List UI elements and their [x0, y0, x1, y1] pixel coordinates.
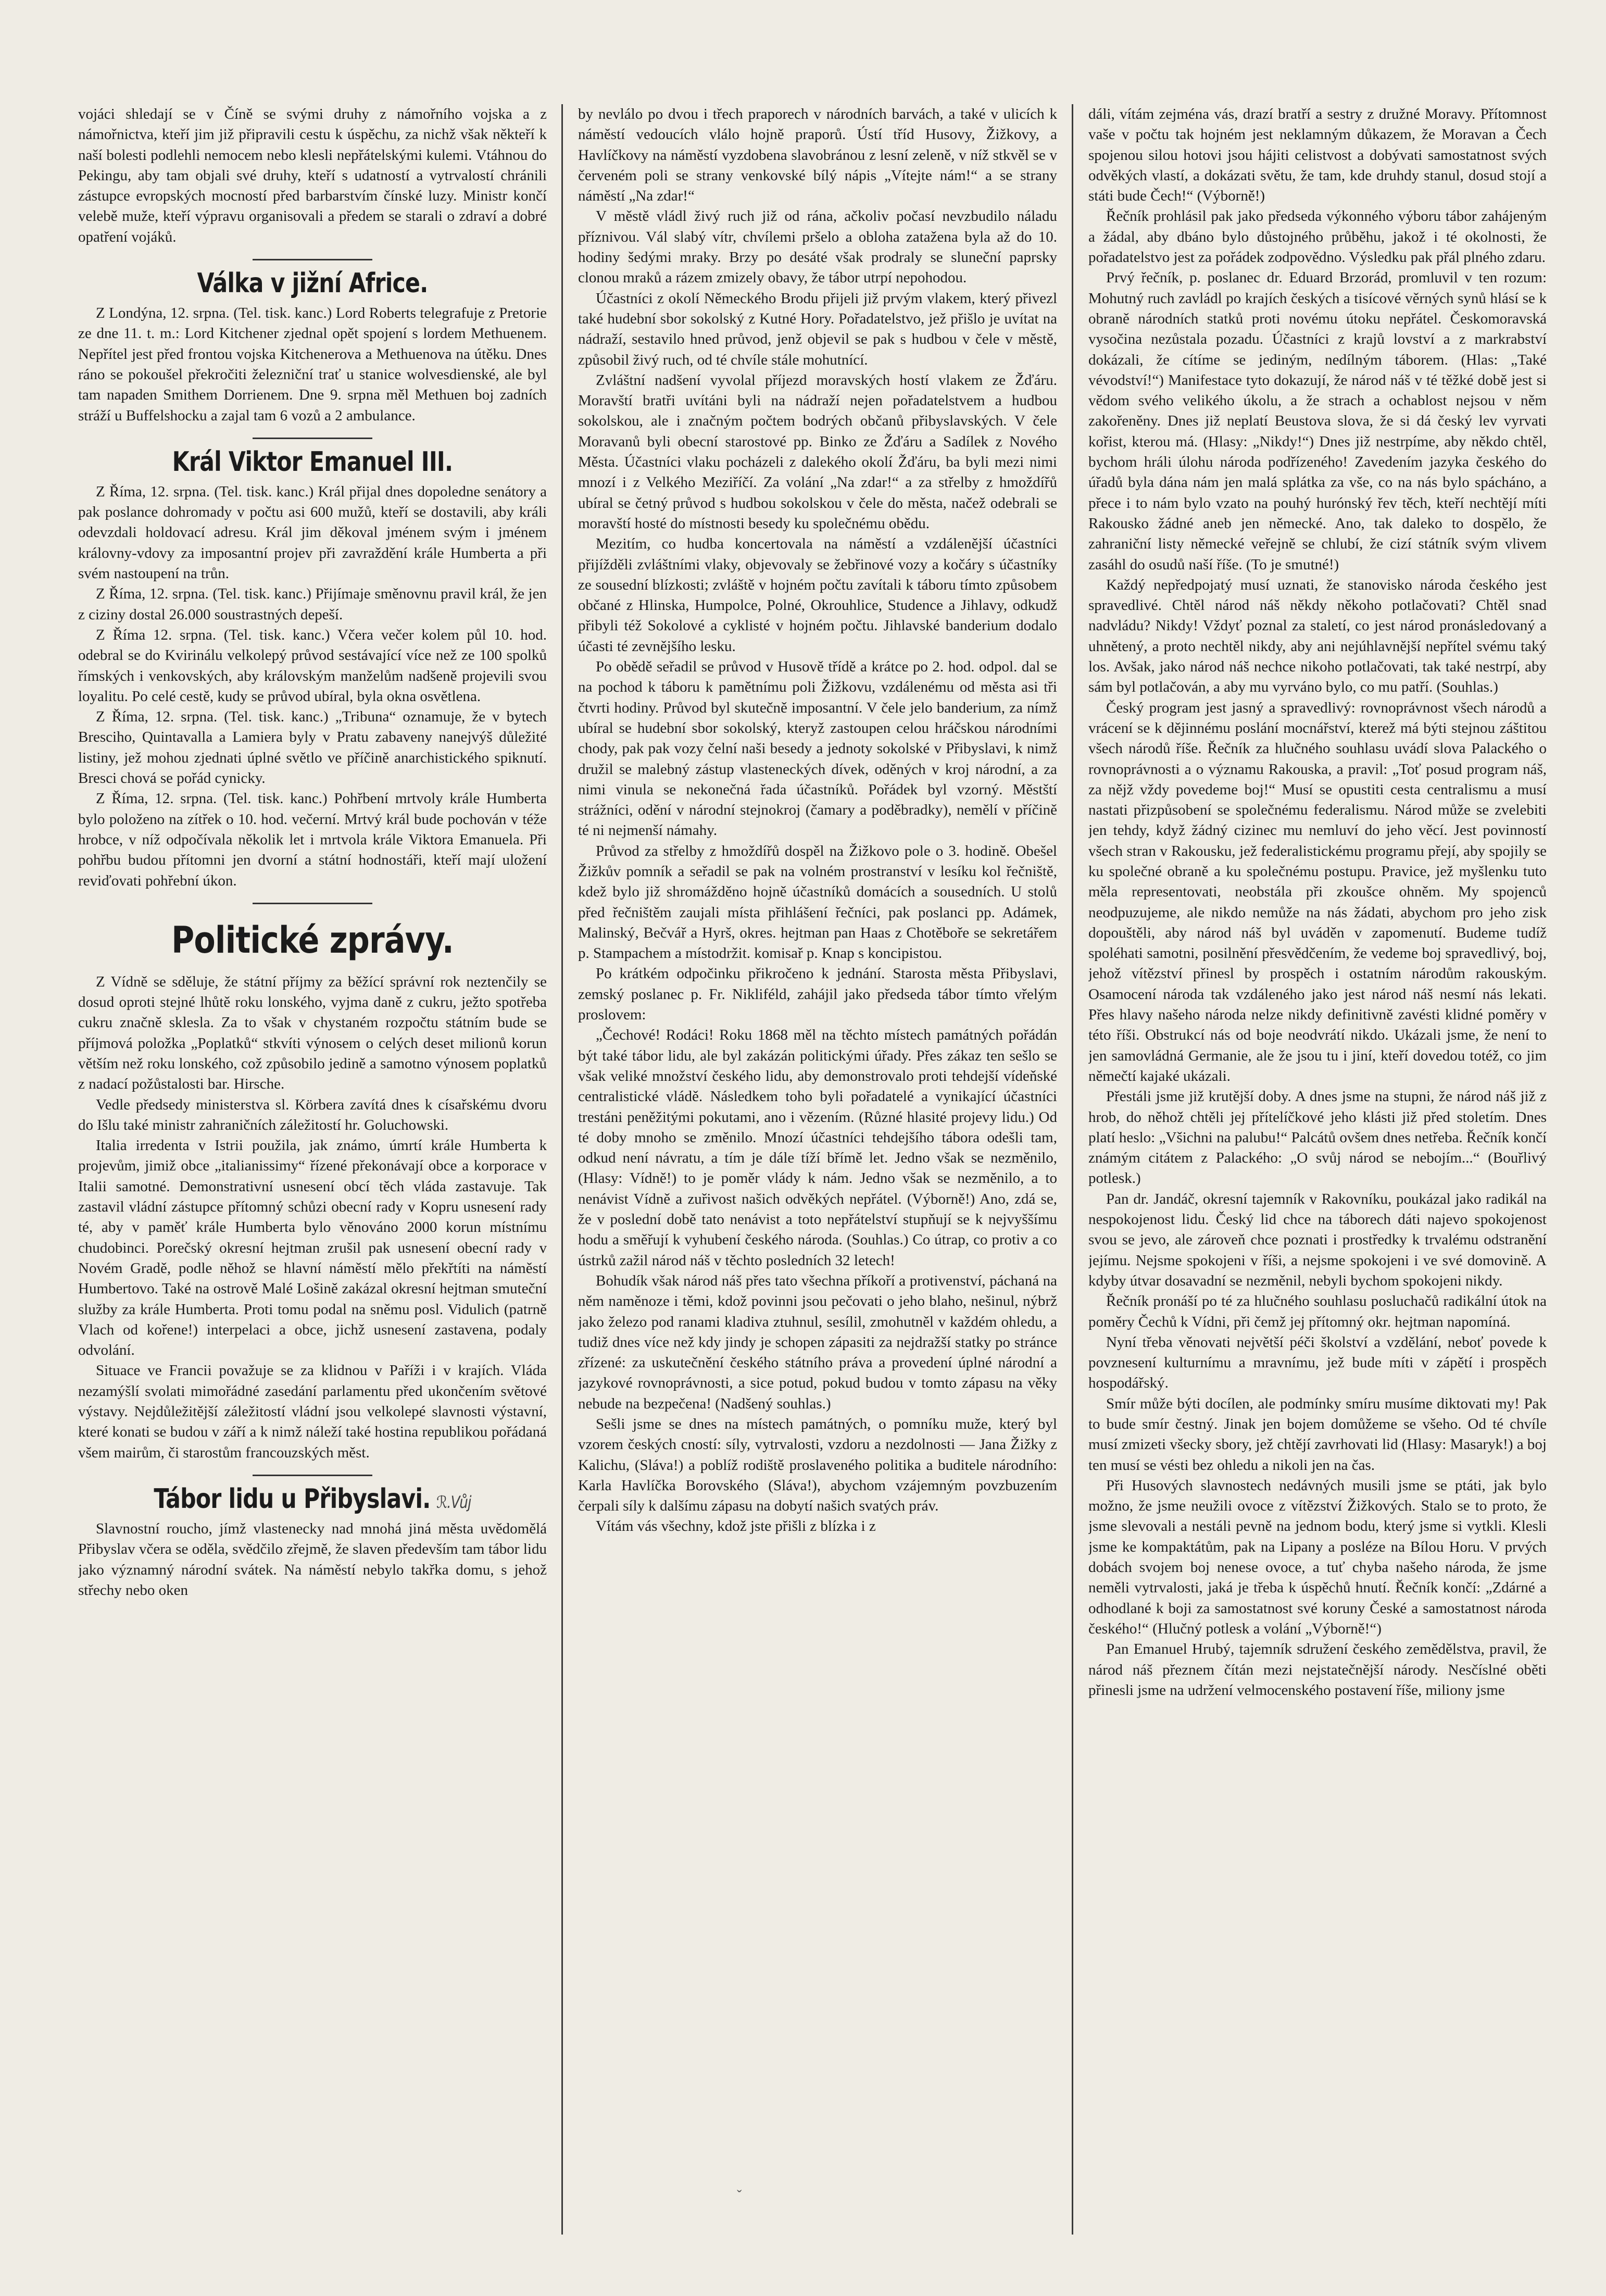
paragraph: Z Londýna, 12. srpna. (Tel. tisk. kanc.) Lord Roberts telegrafuje z Pretorie ze dne 11. t. m.: Lord Kitchener zjednal opět spojení s lordem Methuenem. Nepřítel jest před frontou vojska Kitchenerova a Methuenova na útěku. Dnes ráno se pokoušel překročiti železniční trať u stanice wolvesdienské, ale byl tam napaden Smithem Dorrienem. Dne 9. srpna měl Methuen boj zadních stráží u Buffelshocku a zajal tam 6 vozů a 2 ambulance. — [78, 305, 547, 424]
column-right — [1088, 104, 1547, 2235]
paragraph: V městě vládl živý ruch již od rána, ačkoliv počasí nevzbudilo náladu příznivou. Vál slabý vítr, chvílemi pršelo a obloha zatažena byla až do 10. hodiny šedými mraky. Brzy po desáté však prodraly se sluneční paprsky clonou mraků a rázem zmizely obavy, že tábor utrpí nepohodou. — [578, 208, 1057, 286]
paragraph: Prvý řečník, p. poslanec dr. Eduard Brzorád, promluvil v ten rozum: Mohutný ruch zavládl po krajích českých a tisícové věrných synů hlásí se k obraně národních statků proti novému útoku nepřátel. Českomoravská vysočina nezůstala pozadu. Účastníci z krajů lovství a z markrabství dokázali, že cítíme se jediným, nedílným táborem. (Hlas: „Také vévodství!“) Manifestace tyto dokazují, že národ náš v té těžké době jest si vědom svého velikého úkolu, a že strach a ochablost nejsou v něm zakořeněny. Dnes již neplatí Beustova slova, že si dá český lev vyrvati kořist, kterou má. (Hlasy: „Nikdy!“) Dnes již nestrpíme, aby někdo chtěl, bychom hráli úlohu národa podřízeného! Zavedením jazyka českého do úřadů byla dána nám jen malá splátka za vše, co na nás bylo spácháno, a přece i to nám bylo vzato na pouhý hurónský řev těch, kteří nechtějí míti Rakousko žádné aneb jen německé. Ano, tak daleko to dospělo, že zahraniční listy německé veřejně se chlubí, že cizí státník svým vlivem zasáhl do osudů naší říše. (To je smutné!) — [1088, 269, 1547, 573]
paragraph: Český program jest jasný a spravedlivý: rovnoprávnost všech národů a vrácení se k dějinnému poslání mocnářství, kterež má býti stejnou záštitou všech národů říše. Řečník za hlučného souhlasu uvádí slova Palackého o rovnoprávnosti a o významu Rakouska, a pravil: „Toť posud program náš, za nějž vždy povedeme boj!“ Musí se opustiti cesta centralismu a musí nastati přizpůsobení se společnému federalismu. Národ může se zvelebiti jen tehdy, když žádný cizinec mu nemluví do jeho věcí. Jest povinností všech stran v Rakousku, jež federalistickému programu přejí, aby spojily se ku společné obraně a ku společnému postupu. Pravice, jež myšlenku tuto měla representovati, neobstála při zkoušce ohněm. My spojenců neodpuzujeme, ale nikdo nemůže na nás žádati, abychom pro jeho zisk dopouštěli, aby národ náš byl uváděn v zapomenutí. Budeme tudíž spoléhati samotni, posilnění přesvědčením, že vedeme boj spravedlivý, boj, jehož vítězství přinesl by prospěch i ostatním národům rakouským. Osamocení národa tak vzdáleného jako jest národ náš nesmí nás lekati. Přes hlavy našeho národa nelze nikdy definitivně zavésti klidné poměry v této říši. Obstrukcí nás od boje neodvrátí nikdo. Ukázali jsme, že není to jen samovládná Germanie, ale že jsou tu i jiní, kteří dovedou totéž, co jim němečtí kajaké ukázali. — [1088, 699, 1547, 1084]
paragraph: Po krátkém odpočinku přikročeno k jednání. Starosta města Přibyslavi, zemský poslanec p. Fr. Nikliféld, zahájil jako předseda tábor tímto vřelým proslovem: — [578, 965, 1057, 1024]
paragraph: Z Říma, 12. srpna. (Tel. tisk. kanc.) „Tribuna“ oznamuje, že v bytech Bresciho, Quintavalla a Lamiera byly v Pratu zabaveny nanejvýš důležité listiny, jež mohou zjednati úplné světlo ve příčině anarchistického spiknutí. Bresci chová se pořád cynicky. — [78, 708, 547, 787]
paragraph: Italia irredenta v Istrii použila, jak známo, úmrtí krále Humberta k projevům, jimiž obce „italianissimy“ řízené překonávají obce a korporace v Italii samotné. Demonstrativní usnesení obcí těch vláda zastavuje. Tak zastavil vládní zástupce přítomný schůzi obecní rady v Kopru usnesení rady té, aby v paměť krále Humberta bylo věnováno 2000 korun místnímu chudobinci. Porečský okresní hejtman zrušil pak usnesení obecní rady v Novém Gradě, podle něhož se hlavní náměstí mělo překřtíti na náměstí Humbertovo. Také na ostrově Malé Lošině zakázal okresní hejtman smuteční služby za krále Humberta. Proti tomu podal na sněmu posl. Vidulich (patrně Vlach od kořene!) interpelaci a obce, jichž usnesení zastavena, podaly odvolání. — [78, 1137, 547, 1359]
section-heading-king-victor-emanuel: Král Viktor Emanuel III. — [172, 446, 453, 478]
paragraph: Z Říma, 12. srpna. (Tel. tisk. kanc.) Přijímaje směnovnu pravil král, že jen z ciziny dostal 26.000 soustrastných depeší. — [78, 585, 547, 623]
paragraph: dáli, vítám zejména vás, drazí bratří a sestry z družné Moravy. Přítomnost vaše v počtu tak hojném jest neklamným důkazem, že Moravan a Čech spojenou silou hotovi jsou hájiti celistvost a dobývati samostatnost svých odvěkých vlastí, a dokázati světu, že tam, kde druhdy stanul, dosud stojí a státi bude Čech!“ (Výborně!) — [1088, 106, 1547, 205]
paragraph: Z Říma, 12. srpna. (Tel. tisk. kanc.) Král přijal dnes dopoledne senátory a pak poslance dohromady v počtu asi 600 mužů, kteří se dostavili, aby králi odevzdali holdovací adresu. Král jim děkoval jménem svým i jménem královny-vdovy za imposantní projev při zavraždění krále Humberta a při svém nastoupení na trůn. — [78, 483, 547, 582]
section-heading-political-news: Politické zprávy. — [171, 918, 454, 962]
paragraph: Smír může býti docílen, ale podmínky smíru musíme diktovati my! Pak to bude smír čestný. Jinak jen bojem domůžeme se všeho. Od té chvíle musí zmizeti všecky sbory, jež chtějí zavrhovati lid (Hlasy: Masaryk!) a boj ten musí se vésti bez ohledu a nikoli jen na čas. — [1088, 1395, 1547, 1474]
newspaper-page — [78, 89, 1547, 2245]
paragraph: Po obědě seřadil se průvod v Husově třídě a krátce po 2. hod. odpol. dal se na pochod k táboru k pamětnímu poli Žižkovu, vzdálenému od města asi tři čtvrti hodiny. Průvod byl skutečně imposantní. V čele jelo banderium, za nímž ubíral se hudební sbor sokolský, kteryž zastoupen celou hráčskou národními chody, pak pak vozy čelní naši besedy a jednoty sokolské v Přibyslavi, k nimž družil se malebný zástup vlasteneckých dívek, oděných v kroj národní, a za nimi vinula se nekonečná řada účastníků. Pořádek byl vzorný. Městští strážníci, odění v národní stejnokroj (čamary a poděbradky), nemělí v příčině té ni nejmenší námahy. — [578, 658, 1057, 839]
paragraph: Pan dr. Jandáč, okresní tajemník v Rakovníku, poukázal jako radikál na nespokojenost lidu. Český lid chce na táborech dáti najevo spokojenost svou se jevo, ale zároveň chce poznati i prostředky k trvalému odstranění jejímu. Nejsme spokojeni v říši, a nejsme spokojeni i ve své domovině. A kdyby útvar dosavadní se nezměnil, nebyli bychom spokojeni nikdy. — [1088, 1190, 1547, 1289]
column-rule — [1072, 104, 1073, 2235]
paragraph: Přestáli jsme již krutější doby. A dnes jsme na stupni, že národ náš již z hrob, do něhož chtěli jej přítelíčkové jeho klásti již před stoletím. Dnes platí heslo: „Všichni na palubu!“ Palcátů ovšem dnes netřeba. Řečník končí známým citátem z Palackého: „O svůj národ se nebojím...“ (Bouřlivý potlesk.) — [1088, 1088, 1547, 1187]
paragraph: Situace ve Francii považuje se za klidnou v Paříži i v krajích. Vláda nezamýšlí svolati mimořádné zasedání parlamentu před ukončením světové výstavy. Nejdůležitější záležitostí vládní jsou velkolepé slavnosti výstavní, které konati se budou v září a k nimž náleží také hostina republikou pořádaná všem mairům, či starostům francouzských měst. — [78, 1362, 547, 1461]
paragraph: Bohudík však národ náš přes tato všechna příkoří a protivenství, páchaná na něm naměnoze i těmi, kdož povinni jsou pečovati o jeho blaho, nešinul, nýbrž jako železo pod ranami kladiva ztuhnul, sesílil, zmohutněl v každém ohledu, a tudiž dnes více než kdy jindy je schopen zápasiti za nejdražší statky po stránce zřízené: za uskutečnění českého státního práva a provedení úplné národní a jazykové rovnoprávnosti, a sice potud, pokud budou v tomto zápasu na věky nebude na bezpečena! (Nadšený souhlas.) — [578, 1272, 1057, 1412]
paragraph: „Čechové! Rodáci! Roku 1868 měl na těchto místech památných pořádán být také tábor lidu, ale byl zakázán politickými úřady. Přes zákaz ten sešlo se však veliké množství českého lidu, aby demonstrovalo proti tehdejší vídeňské centralistické vládě. Následkem toho byli pořadatelé a vynikající účastníci trestáni peněžitými pokutami, ano i vězením. (Různé hlasité projevy lidu.) Od té doby mnoho se změnilo. Mnozí účastníci tehdejšího tábora odešli tam, odkud není návratu, a tím je dále tíží břímě let. Jedno však se nezměnilo, (Hlasy: Vídně!) to je poměr vlády k nám. Jedno však se nezměnilo, a to nenávist Vídně a zuřivost našich odvěkých nepřátel. (Výborně!) Ano, zdá se, že v poslední době tato nenávist a toto nepřátelství stupňují se k nejvyššímu hodu a směřují k vyhubení českého národa. (Souhlas.) Co útrap, co protiv a co ústrků zažil národ náš v těchto posledních 32 letech! — [578, 1027, 1057, 1269]
paragraph: Z Říma, 12. srpna. (Tel. tisk. kanc.) Pohřbení mrtvoly krále Humberta bylo položeno na zítřek o 10. hod. večerní. Mrtvý král bude pochován v téže hrobce, v níž odpočívala několik let i mrtvola krále Viktora Emanuela. Při pohřbu budou přítomni jen dvorní a státní hodnostáři, kteří mají uložení reviďovati pohřební úkon. — [78, 790, 547, 889]
paragraph: Řečník pronáší po té za hlučného souhlasu posluchačů radikální útok na poměry Čechů k Vídni, při čemž jej přítomný okr. hejtman napomíná. — [1088, 1293, 1547, 1330]
section-heading-tabor-pribyslav — [120, 1483, 505, 1515]
paragraph: Průvod za střelby z hmoždířů dospěl na Žižkovo pole o 3. hodině. Obešel Žižkův pomník a seřadil se pak na volném prostranství v lesíku kol řečniště, kdež bylo již shromážděno hojně účastníků domácích a sousedních. U stolů před řečništěm zaujali místa přihlášení řečníci, pak poslanci pp. Adámek, Malinský, Bečvář a Hyrš, okres. hejtman pan Haas z Chotěboře se sekretářem p. Stampachem a místodržit. komisař p. Knap s koncipistou. — [578, 842, 1057, 962]
paragraph: Zvláštní nadšení vyvolal příjezd moravských hostí vlakem ze Žďáru. Moravští bratři uvítáni byli na nádraží nejen pořadatelstvem a hudbou sokolskou, ale i značným počtem bodrých občanů přibyslavských. V čele Moravanů byli obecní starostové pp. Binko ze Žďáru a Sadílek z Nového Města. Účastníci vlaku pocházeli z dalekého okolí Žďáru, ba byli mezi nimi mnozí i z Velkého Meziříčí. Za volání „Na zdar!“ a za střelby z hmoždířů ubíral se četný průvod s hudbou sokolskou v čele do města, načež odebrali se moravští hosté do místnosti besedy ku společnému obědu. — [578, 371, 1057, 532]
print-mark: ˇ — [737, 2188, 742, 2204]
paragraph: Vítám vás všechny, kdož jste přišli z blízka i z — [596, 1518, 876, 1535]
section-heading-war-south-africa: Válka v jižní Africe. — [197, 268, 428, 300]
paragraph: Sešli jsme se dnes na místech památných, o pomníku muže, který byl vzorem českých cností: síly, vytrvalosti, vzdoru a nezdolnosti — Jana Žižky z Kalichu, (Sláva!) a poblíž rodiště proslaveného politika a buditele národního: Karla Havlíčka Borovského (Sláva!), abychom vzájemným povzbuzením čerpali síly k dalšímu zápasu na dobytí našich svatých práv. — [578, 1416, 1057, 1515]
paragraph: Z Říma 12. srpna. (Tel. tisk. kanc.) Včera večer kolem půl 10. hod. odebral se do Kvirinálu velkolepý průvod sestávající více než ze 100 spolků římských i venkovských, aby královským manželům nadšeně projevili svou loyalitu. Po celé cestě, kudy se průvod ubíral, byla okna osvětlena. — [78, 626, 547, 705]
column-left — [78, 104, 547, 2235]
section-divider — [253, 438, 372, 439]
paragraph: Vedle předsedy ministerstva sl. Körbera zavítá dnes k císařskému dvoru do Išlu také ministr zahraničních záležitostí hr. Goluchowski. — [78, 1096, 547, 1133]
paragraph: Nyní třeba věnovati největší péči školství a vzdělání, neboť povede k povznesení kulturnímu a mravnímu, jež bude míti v zápětí i prospěch hospodářský. — [1088, 1333, 1547, 1392]
section-divider — [253, 259, 372, 260]
paragraph: Mezitím, co hudba koncertovala na náměstí a vzdálenější účastníci přijížděli zvláštními vlaky, objevovaly se žebřinové vozy a kočáry s účastníky ze sousední blízkosti; zvláště v hojném počtu zavítali k táboru tímto způsobem občané z Hlinska, Humpolce, Polné, Okrouhlice, Studence a Jihlavy, odkudž přibyli též Sokolové a cyklisté v hojném počtu. Jihlavské banderium dodalo účasti té zevnějšího lesku. — [578, 535, 1057, 655]
handwritten-annotation: ℛ.Vůj — [436, 1492, 471, 1512]
section-divider — [253, 1475, 372, 1476]
paragraph: Každý nepředpojatý musí uznati, že stanovisko národa českého jest spravedlivé. Chtěl národ náš někdy někoho potlačovati? Chtěl snad nadvládu? Nikdy! Vždyť poznal za staletí, co jest národ pronásledovaný a uhnětený, a proto nechtěl nikdy, aby ani nejúhlavnější nepřítel svému taký los. Avšak, jako národ náš nechce nikoho potlačovati, tak také nestrpí, aby sám byl potlačován, a aby mu vyrváno bylo, co mu patří. (Souhlas.) — [1088, 576, 1547, 696]
paragraph: Řečník prohlásil pak jako předseda výkonného výboru tábor zahájeným a žádal, aby dbáno bylo důstojného průběhu, jakož i té okolnosti, že pořadatelstvo jest za pořádek zodpovědno. Výsledku pak přál plného zdaru. — [1088, 208, 1547, 266]
paragraph: Účastníci z okolí Německého Brodu přijeli již prvým vlakem, který přivezl také hudební sbor sokolský z Kutné Hory. Pořadatelstvo, jež přišlo je uvítat na nádraží, sestavilo hned průvod, jenž objevil se pak s hudbou v čele v městě, způsobil živý ruch, od té chvíle stále mohutnící. — [578, 290, 1057, 368]
paragraph: by nevlálo po dvou i třech praporech v národních barvách, a také v ulicích k náměstí vedoucích vlálo hojně praporů. Ústí tříd Husovy, Žižkovy, a Havlíčkovy na náměstí vyzdobena slavobránou z lesní zeleně, v níž stkvěl se v červeném poli se strany venkovské bílý nápis „Vítejte nám!“ a se strany náměstí „Na zdar!“ — [578, 106, 1057, 205]
heading-text: Tábor lidu u Přibyslavi. — [154, 1483, 431, 1515]
paragraph: Z Vídně se sděluje, že státní příjmy za běžící správní rok neztenčily se dosud oproti stejné lhůtě roku lonského, vyjma daně z cukru, ježto spotřeba cukru značně sklesla. Za to však v chystaném rozpočtu státním bude se příjmová položka „Poplatků“ stkvíti výnosem o celých deset milionů korun větším než roku lonského, což způsobilo jedině a samotno výnosem poplatků z nadací požůstalosti bar. Hirsche. — [78, 973, 547, 1093]
section-divider — [253, 903, 372, 904]
column-middle — [578, 104, 1057, 2235]
paragraph: Pan Emanuel Hrubý, tajemník sdružení českého zemědělstva, pravil, že národ náš přeznem čítán mezi nejstatečnější národy. Nesčíslné oběti přinesli jsme na udržení velmocenského postavení říše, miliony jsme — [1088, 1641, 1547, 1699]
paragraph: Slavnostní roucho, jímž vlastenecky nad mnohá jiná města uvědomělá Přibyslav včera se oděla, svědčilo zřejmě, že slaven především tam tábor lidu jako významný národní svátek. Na náměstí nebylo takřka domu, s jehož střechy nebo oken — [78, 1520, 547, 1599]
column-rule — [561, 104, 563, 2235]
paragraph: Při Husových slavnostech nedávných musili jsme se ptáti, jak bylo možno, že jsme neužili ovoce z vítězství Žižkových. Stalo se to proto, že jsme slevovali a nestáli pevně na jednom bodu, který jsme si vytkli. Klesli jsme ke kompaktátům, pak na Lipany a posléze na Bílou Horu. V prvých dobách svojem boj nenese ovoce, a tuť chyba našeho národa, že jsme neměli vytrvalosti, jaká je třeba k úspěchů hnutí. Řečník končí: „Zdárné a odhodlané k boji za samostatnost své koruny České a samostatnost národa českého!“ (Hlučný potlesk a volání „Výborně!“) — [1088, 1477, 1547, 1637]
paragraph: vojáci shledají se v Číně se svými druhy z námořního vojska a z námořnictva, kteří jim již připravili cestu k úspěchu, za nichž však někteří k naší bolesti podlehli nemocem nebo klesli nepřátelskými kulemi. Vtáhnou do Pekingu, aby tam objali své druhy, kteří s udatností a vytrvalostí chránili zástupce evropských mocností před barbarstvím čínské luzy. Ministr končí velebě muže, kteří výpravu organisovali a předem se starali o zdraví a dobré opatření vojáků. — [78, 106, 547, 245]
